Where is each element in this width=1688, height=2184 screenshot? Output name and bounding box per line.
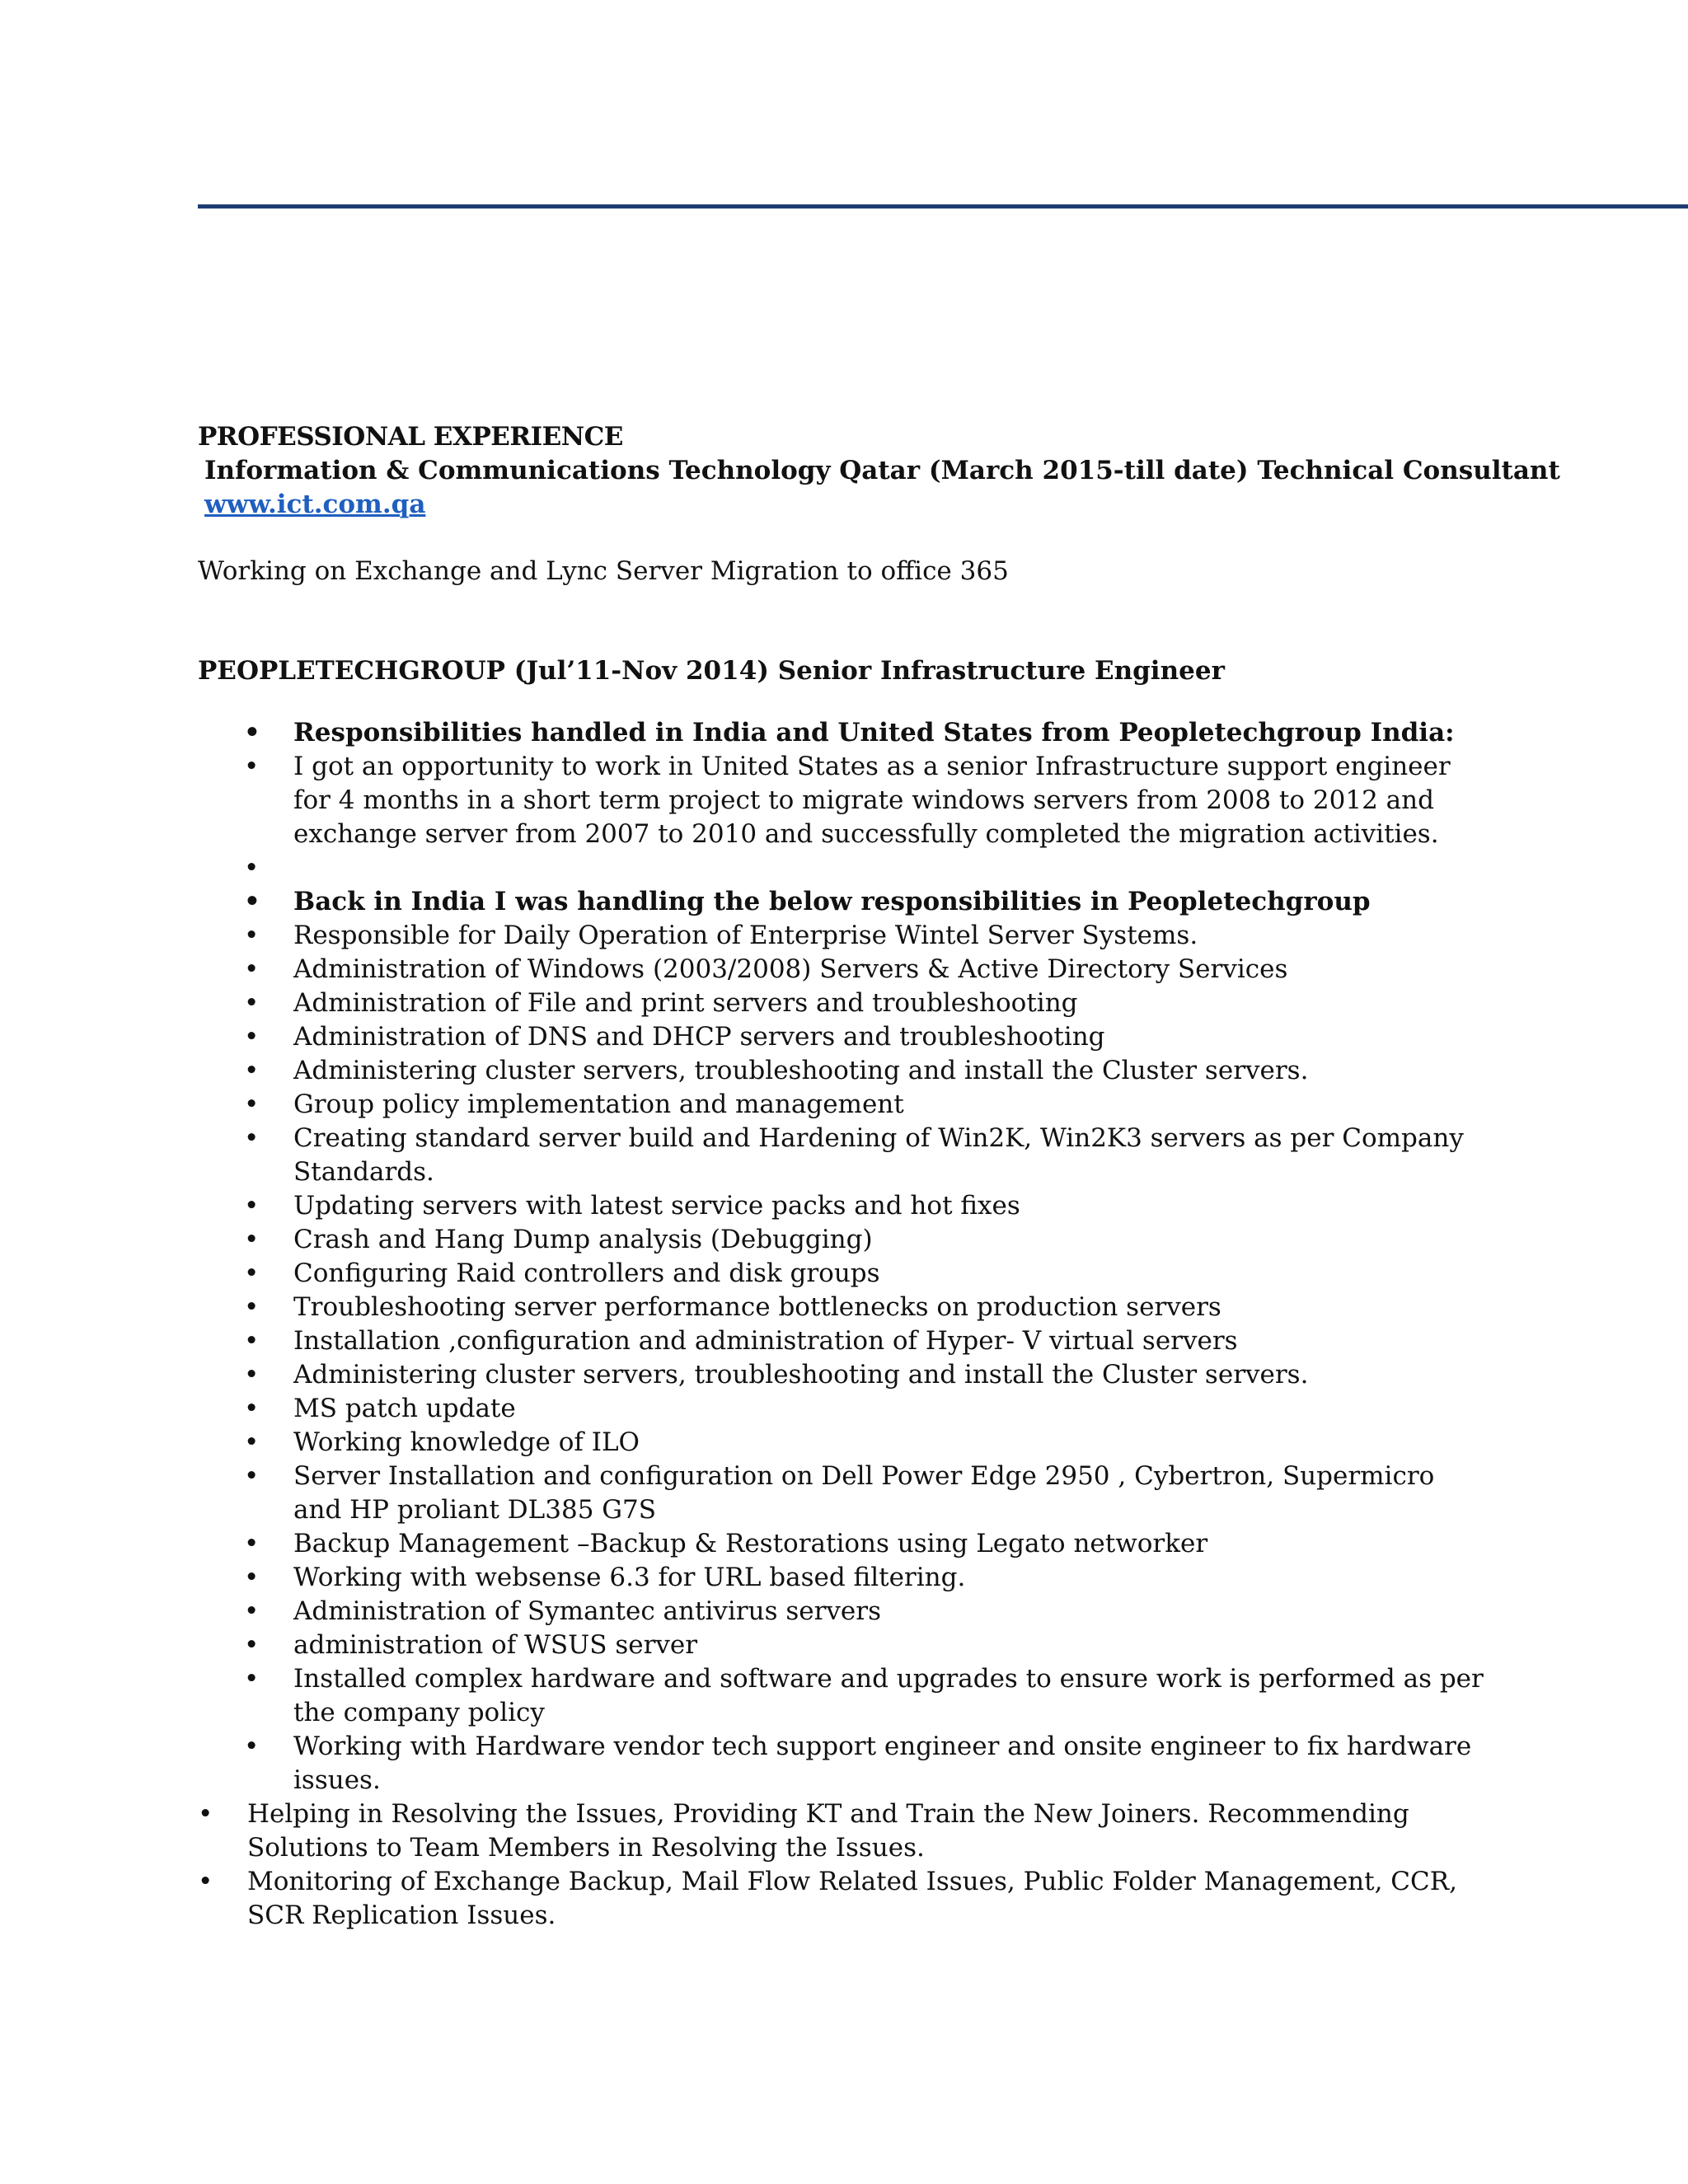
additional-responsibilities-list — [198, 1797, 1484, 1933]
list-item: • Installation ,configuration and administration of Hyper- V virtual servers — [244, 1324, 1484, 1358]
section-title: PROFESSIONAL EXPERIENCE — [198, 422, 623, 452]
list-item: • Working with websense 6.3 for URL based filtering. — [244, 1561, 1484, 1595]
list-item: • MS patch update — [244, 1392, 1484, 1426]
list-item: • Responsible for Daily Operation of Enterprise Wintel Server Systems. — [244, 919, 1484, 953]
list-item: • Working knowledge of ILO — [244, 1426, 1484, 1460]
list-item: • Back in India I was handling the below responsibilities in Peopletechgroup — [244, 885, 1484, 919]
list-item: • Administration of File and print servers and troubleshooting — [244, 987, 1484, 1020]
list-item: • Group policy implementation and management — [244, 1088, 1484, 1122]
list-item: • Installed complex hardware and software and upgrades to ensure work is performed as per the company policy — [244, 1662, 1484, 1730]
list-item: • Working with Hardware vendor tech support engineer and onsite engineer to fix hardware issues. — [244, 1730, 1484, 1797]
list-item: • Administering cluster servers, troubleshooting and install the Cluster servers. — [244, 1358, 1484, 1392]
list-item: • administration of WSUS server — [244, 1629, 1484, 1662]
job1-heading: Information & Communications Technology Qatar (March 2015-till date) Technical Consultant — [204, 456, 1560, 485]
list-item: • Administration of Windows (2003/2008) Servers & Active Directory Services — [244, 953, 1484, 987]
list-item: • I got an opportunity to work in United States as a senior Infrastructure support engineer for 4 months in a short term project to migrate windows servers from 2008 to 2012 and exchange server from 2007 to 2010 and successfully completed the migration activities. — [244, 750, 1484, 851]
company-website-link[interactable]: www.ict.com.qa — [204, 490, 426, 519]
list-item: • Creating standard server build and Hardening of Win2K, Win2K3 servers as per Company Standards. — [244, 1122, 1484, 1189]
list-item: • Updating servers with latest service packs and hot fixes — [244, 1189, 1484, 1223]
list-item: • Helping in Resolving the Issues, Providing KT and Train the New Joiners. Recommending Solutions to Team Members in Resolving the Issues. — [198, 1797, 1484, 1865]
list-item: • Responsibilities handled in India and United States from Peopletechgroup India: — [244, 716, 1484, 750]
list-item: • Administration of Symantec antivirus servers — [244, 1595, 1484, 1629]
job2-heading: PEOPLETECHGROUP (Jul’11-Nov 2014) Senior Infrastructure Engineer — [198, 656, 1225, 686]
list-item: • Server Installation and configuration on Dell Power Edge 2950 , Cybertron, Supermicro and HP proliant DL385 G7S — [244, 1460, 1484, 1527]
list-item: • Administering cluster servers, troubleshooting and install the Cluster servers. — [244, 1054, 1484, 1088]
list-item: • Configuring Raid controllers and disk groups — [244, 1257, 1484, 1291]
list-item: • Troubleshooting server performance bottlenecks on production servers — [244, 1291, 1484, 1324]
list-item: • Crash and Hang Dump analysis (Debugging) — [244, 1223, 1484, 1257]
responsibilities-list — [244, 716, 1484, 1797]
job1-description: Working on Exchange and Lync Server Migration to office 365 — [198, 556, 1009, 586]
header-rule — [198, 204, 1688, 209]
list-item: • Backup Management –Backup & Restorations using Legato networker — [244, 1527, 1484, 1561]
list-item — [244, 851, 1484, 885]
list-item: • Administration of DNS and DHCP servers and troubleshooting — [244, 1020, 1484, 1054]
resume-content — [198, 420, 1560, 1933]
list-item: • Monitoring of Exchange Backup, Mail Flow Related Issues, Public Folder Management, CCR, SCR Replication Issues. — [198, 1865, 1484, 1933]
